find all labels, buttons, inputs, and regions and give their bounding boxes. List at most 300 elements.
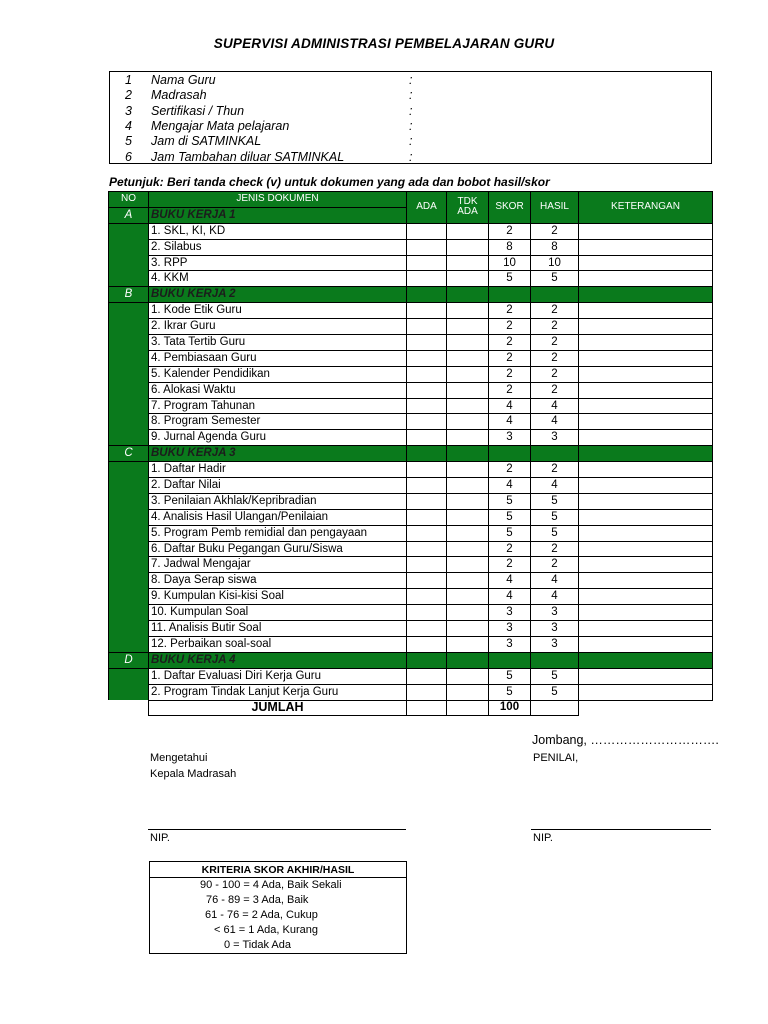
- document-row: [109, 382, 713, 398]
- document-name: 5. Program Pemb remidial dan pengayaan: [149, 525, 407, 541]
- tdk-ada-check-cell[interactable]: [447, 319, 489, 335]
- info-label: Sertifikasi / Thun: [151, 103, 245, 118]
- row-number-cell: [109, 303, 149, 319]
- ada-check-cell[interactable]: [407, 509, 447, 525]
- tdk-ada-check-cell[interactable]: [447, 350, 489, 366]
- hasil-value: 2: [531, 350, 579, 366]
- hasil-value: 5: [531, 271, 579, 287]
- info-number: 4: [125, 118, 132, 133]
- row-number-cell: [109, 462, 149, 478]
- document-name: 12. Perbaikan soal-soal: [149, 636, 407, 652]
- tdk-ada-check-cell[interactable]: [447, 525, 489, 541]
- tdk-ada-check-cell[interactable]: [447, 636, 489, 652]
- tdk-ada-check-cell[interactable]: [447, 366, 489, 382]
- skor-value: 2: [489, 303, 531, 319]
- document-name: 7. Program Tahunan: [149, 398, 407, 414]
- jumlah-spacer-right: [579, 700, 713, 716]
- section-fill-cell: [489, 287, 531, 303]
- ada-check-cell[interactable]: [407, 430, 447, 446]
- info-row: [110, 150, 711, 165]
- skor-value: 2: [489, 366, 531, 382]
- document-name: 1. Daftar Hadir: [149, 462, 407, 478]
- info-row: [110, 104, 711, 119]
- keterangan-cell[interactable]: [579, 589, 713, 605]
- keterangan-cell[interactable]: [579, 478, 713, 494]
- document-row: [109, 223, 713, 239]
- skor-value: 2: [489, 223, 531, 239]
- tdk-ada-check-cell[interactable]: [447, 335, 489, 351]
- document-name: 1. Daftar Evaluasi Diri Kerja Guru: [149, 668, 407, 684]
- hasil-value: 8: [531, 239, 579, 255]
- ada-check-cell[interactable]: [407, 319, 447, 335]
- keterangan-cell[interactable]: [579, 382, 713, 398]
- section-fill-cell: [489, 652, 531, 668]
- tdk-ada-check-cell[interactable]: [447, 557, 489, 573]
- jumlah-hasil-cell: [531, 700, 579, 716]
- row-number-cell: [109, 589, 149, 605]
- skor-value: 2: [489, 462, 531, 478]
- jumlah-label: JUMLAH: [149, 700, 407, 716]
- ada-check-cell[interactable]: [407, 684, 447, 700]
- ada-check-cell[interactable]: [407, 478, 447, 494]
- document-checklist-table: [108, 191, 713, 716]
- skor-value: 5: [489, 684, 531, 700]
- tdk-ada-check-cell[interactable]: [447, 684, 489, 700]
- kriteria-item: 76 - 89 = 3 Ada, Baik: [206, 894, 309, 906]
- document-row: [109, 605, 713, 621]
- section-row: [109, 652, 713, 668]
- document-name: 2. Daftar Nilai: [149, 478, 407, 494]
- section-fill-cell: [407, 446, 447, 462]
- tdk-ada-check-cell[interactable]: [447, 382, 489, 398]
- tdk-ada-check-cell[interactable]: [447, 621, 489, 637]
- document-name: 11. Analisis Butir Soal: [149, 621, 407, 637]
- row-number-cell: [109, 335, 149, 351]
- ada-check-cell[interactable]: [407, 557, 447, 573]
- info-row: [110, 119, 711, 134]
- hasil-value: 2: [531, 335, 579, 351]
- keterangan-cell[interactable]: [579, 541, 713, 557]
- skor-value: 5: [489, 525, 531, 541]
- ada-check-cell[interactable]: [407, 398, 447, 414]
- document-name: 3. Penilaian Akhlak/Kepribradian: [149, 493, 407, 509]
- tdk-ada-check-cell[interactable]: [447, 303, 489, 319]
- header-tdk-line2: ADA: [457, 206, 478, 218]
- document-row: [109, 525, 713, 541]
- keterangan-cell[interactable]: [579, 509, 713, 525]
- skor-value: 3: [489, 605, 531, 621]
- nip-left: NIP.: [150, 832, 170, 844]
- skor-value: 5: [489, 668, 531, 684]
- hasil-value: 5: [531, 668, 579, 684]
- ada-check-cell[interactable]: [407, 621, 447, 637]
- tdk-ada-check-cell[interactable]: [447, 668, 489, 684]
- document-row: [109, 493, 713, 509]
- ada-check-cell[interactable]: [407, 573, 447, 589]
- document-row: [109, 398, 713, 414]
- keterangan-cell[interactable]: [579, 621, 713, 637]
- keterangan-cell[interactable]: [579, 319, 713, 335]
- signature-line-left: [148, 829, 406, 830]
- document-name: 5. Kalender Pendidikan: [149, 366, 407, 382]
- document-name: 1. Kode Etik Guru: [149, 303, 407, 319]
- skor-value: 4: [489, 478, 531, 494]
- skor-value: 4: [489, 573, 531, 589]
- skor-value: 2: [489, 541, 531, 557]
- section-fill-cell: [407, 652, 447, 668]
- document-row: [109, 621, 713, 637]
- row-number-cell: [109, 621, 149, 637]
- ada-check-cell[interactable]: [407, 223, 447, 239]
- jumlah-skor: 100: [489, 700, 531, 716]
- document-row: [109, 255, 713, 271]
- info-number: 5: [125, 134, 132, 149]
- document-name: 9. Kumpulan Kisi-kisi Soal: [149, 589, 407, 605]
- jumlah-tdk-cell: [447, 700, 489, 716]
- info-label: Mengajar Mata pelajaran: [151, 118, 290, 133]
- row-number-cell: [109, 478, 149, 494]
- kriteria-box: [149, 861, 407, 954]
- row-number-cell: [109, 350, 149, 366]
- section-letter: D: [109, 652, 149, 668]
- info-label: Madrasah: [151, 88, 207, 103]
- row-number-cell: [109, 493, 149, 509]
- info-number: 3: [125, 103, 132, 118]
- ada-check-cell[interactable]: [407, 271, 447, 287]
- skor-value: 5: [489, 493, 531, 509]
- section-fill-cell: [447, 287, 489, 303]
- keterangan-cell[interactable]: [579, 366, 713, 382]
- row-number-cell: [109, 573, 149, 589]
- document-name: 2. Ikrar Guru: [149, 319, 407, 335]
- document-name: 2. Program Tindak Lanjut Kerja Guru: [149, 684, 407, 700]
- hasil-value: 2: [531, 319, 579, 335]
- info-colon: :: [409, 88, 413, 103]
- keterangan-cell[interactable]: [579, 398, 713, 414]
- ada-check-cell[interactable]: [407, 605, 447, 621]
- header-jenis-dokumen: JENIS DOKUMEN: [149, 192, 407, 208]
- ada-check-cell[interactable]: [407, 335, 447, 351]
- section-fill-cell: [531, 287, 579, 303]
- section-fill-cell: [447, 652, 489, 668]
- document-row: [109, 366, 713, 382]
- info-colon: :: [409, 73, 413, 87]
- header-tdk-line1: TDK: [457, 196, 478, 208]
- info-number: 2: [125, 88, 132, 103]
- kriteria-item: 90 - 100 = 4 Ada, Baik Sekali: [200, 879, 342, 891]
- header-keterangan: KETERANGAN: [579, 192, 713, 224]
- row-number-cell: [109, 271, 149, 287]
- skor-value: 3: [489, 621, 531, 637]
- document-name: 6. Alokasi Waktu: [149, 382, 407, 398]
- section-fill-cell: [489, 446, 531, 462]
- skor-value: 2: [489, 335, 531, 351]
- document-name: 10. Kumpulan Soal: [149, 605, 407, 621]
- nip-right: NIP.: [533, 832, 553, 844]
- mengetahui-label: Mengetahui: [150, 752, 208, 764]
- section-letter: B: [109, 287, 149, 303]
- row-number-cell: [109, 430, 149, 446]
- document-row: [109, 684, 713, 700]
- row-number-cell: [109, 382, 149, 398]
- jumlah-spacer: [109, 700, 149, 716]
- row-number-cell: [109, 255, 149, 271]
- info-number: 6: [125, 149, 132, 164]
- section-title: BUKU KERJA 1: [149, 207, 407, 223]
- hasil-value: 2: [531, 366, 579, 382]
- tdk-ada-check-cell[interactable]: [447, 541, 489, 557]
- document-name: 1. SKL, KI, KD: [149, 223, 407, 239]
- hasil-value: 4: [531, 573, 579, 589]
- hasil-value: 5: [531, 509, 579, 525]
- hasil-value: 2: [531, 382, 579, 398]
- document-name: 7. Jadwal Mengajar: [149, 557, 407, 573]
- section-letter: C: [109, 446, 149, 462]
- keterangan-cell[interactable]: [579, 525, 713, 541]
- document-title: SUPERVISI ADMINISTRASI PEMBELAJARAN GURU: [213, 36, 555, 51]
- skor-value: 4: [489, 414, 531, 430]
- header-tdk-ada: [447, 192, 489, 224]
- row-number-cell: [109, 684, 149, 700]
- kepala-madrasah-label: Kepala Madrasah: [150, 768, 237, 780]
- hasil-value: 2: [531, 223, 579, 239]
- row-number-cell: [109, 398, 149, 414]
- tdk-ada-check-cell[interactable]: [447, 239, 489, 255]
- skor-value: 3: [489, 636, 531, 652]
- document-row: [109, 589, 713, 605]
- header-no: NO: [109, 192, 149, 208]
- skor-value: 4: [489, 398, 531, 414]
- tdk-ada-check-cell[interactable]: [447, 573, 489, 589]
- ada-check-cell[interactable]: [407, 350, 447, 366]
- section-title: BUKU KERJA 4: [149, 652, 407, 668]
- jumlah-row: [109, 700, 713, 716]
- document-name: 9. Jurnal Agenda Guru: [149, 430, 407, 446]
- skor-value: 5: [489, 271, 531, 287]
- document-row: [109, 478, 713, 494]
- hasil-value: 4: [531, 589, 579, 605]
- hasil-value: 5: [531, 684, 579, 700]
- row-number-cell: [109, 239, 149, 255]
- tdk-ada-check-cell[interactable]: [447, 478, 489, 494]
- info-colon: :: [409, 134, 413, 149]
- keterangan-cell[interactable]: [579, 684, 713, 700]
- document-row: [109, 414, 713, 430]
- info-row: [110, 88, 711, 103]
- info-label: Jam Tambahan diluar SATMINKAL: [151, 149, 345, 164]
- instructions: Petunjuk: Beri tanda check (v) untuk dokumen yang ada dan bobot hasil/skor: [109, 175, 550, 189]
- document-name: 4. Pembiasaan Guru: [149, 350, 407, 366]
- keterangan-cell[interactable]: [579, 414, 713, 430]
- info-label: Nama Guru: [151, 73, 216, 87]
- hasil-value: 2: [531, 303, 579, 319]
- keterangan-cell[interactable]: [579, 573, 713, 589]
- hasil-value: 5: [531, 493, 579, 509]
- section-fill-cell: [579, 652, 713, 668]
- document-row: [109, 668, 713, 684]
- ada-check-cell[interactable]: [407, 414, 447, 430]
- section-fill-cell: [407, 287, 447, 303]
- row-number-cell: [109, 223, 149, 239]
- info-colon: :: [409, 118, 413, 133]
- keterangan-cell[interactable]: [579, 223, 713, 239]
- kriteria-item: 0 = Tidak Ada: [224, 939, 291, 951]
- document-name: 4. Analisis Hasil Ulangan/Penilaian: [149, 509, 407, 525]
- keterangan-cell[interactable]: [579, 462, 713, 478]
- info-number: 1: [125, 73, 132, 87]
- keterangan-cell[interactable]: [579, 350, 713, 366]
- row-number-cell: [109, 414, 149, 430]
- row-number-cell: [109, 509, 149, 525]
- keterangan-cell[interactable]: [579, 493, 713, 509]
- penilai-label: PENILAI,: [533, 752, 579, 764]
- keterangan-cell[interactable]: [579, 557, 713, 573]
- document-row: [109, 271, 713, 287]
- row-number-cell: [109, 636, 149, 652]
- info-label: Jam di SATMINKAL: [151, 134, 262, 149]
- tdk-ada-check-cell[interactable]: [447, 509, 489, 525]
- document-row: [109, 462, 713, 478]
- header-ada: ADA: [407, 192, 447, 224]
- keterangan-cell[interactable]: [579, 303, 713, 319]
- row-number-cell: [109, 605, 149, 621]
- kriteria-item: < 61 = 1 Ada, Kurang: [214, 924, 318, 936]
- section-fill-cell: [579, 446, 713, 462]
- hasil-value: 4: [531, 398, 579, 414]
- hasil-value: 4: [531, 478, 579, 494]
- hasil-value: 5: [531, 525, 579, 541]
- ada-check-cell[interactable]: [407, 462, 447, 478]
- section-row: [109, 287, 713, 303]
- ada-check-cell[interactable]: [407, 382, 447, 398]
- section-title: BUKU KERJA 2: [149, 287, 407, 303]
- tdk-ada-check-cell[interactable]: [447, 255, 489, 271]
- hasil-value: 3: [531, 636, 579, 652]
- document-row: [109, 573, 713, 589]
- hasil-value: 3: [531, 430, 579, 446]
- info-row: [110, 134, 711, 149]
- row-number-cell: [109, 319, 149, 335]
- tdk-ada-check-cell[interactable]: [447, 271, 489, 287]
- row-number-cell: [109, 541, 149, 557]
- keterangan-cell[interactable]: [579, 636, 713, 652]
- section-title: BUKU KERJA 3: [149, 446, 407, 462]
- document-row: [109, 350, 713, 366]
- section-row: [109, 446, 713, 462]
- hasil-value: 4: [531, 414, 579, 430]
- document-row: [109, 430, 713, 446]
- document-row: [109, 303, 713, 319]
- skor-value: 2: [489, 557, 531, 573]
- ada-check-cell[interactable]: [407, 525, 447, 541]
- document-row: [109, 557, 713, 573]
- keterangan-cell[interactable]: [579, 271, 713, 287]
- row-number-cell: [109, 366, 149, 382]
- hasil-value: 3: [531, 605, 579, 621]
- row-number-cell: [109, 668, 149, 684]
- document-name: 3. RPP: [149, 255, 407, 271]
- tdk-ada-check-cell[interactable]: [447, 430, 489, 446]
- keterangan-cell[interactable]: [579, 335, 713, 351]
- document-row: [109, 509, 713, 525]
- skor-value: 5: [489, 509, 531, 525]
- ada-check-cell[interactable]: [407, 493, 447, 509]
- jumlah-ada-cell: [407, 700, 447, 716]
- keterangan-cell[interactable]: [579, 605, 713, 621]
- skor-value: 2: [489, 350, 531, 366]
- tdk-ada-check-cell[interactable]: [447, 605, 489, 621]
- tdk-ada-check-cell[interactable]: [447, 398, 489, 414]
- row-number-cell: [109, 557, 149, 573]
- ada-check-cell[interactable]: [407, 239, 447, 255]
- tdk-ada-check-cell[interactable]: [447, 414, 489, 430]
- keterangan-cell[interactable]: [579, 255, 713, 271]
- hasil-value: 10: [531, 255, 579, 271]
- keterangan-cell[interactable]: [579, 430, 713, 446]
- tdk-ada-check-cell[interactable]: [447, 462, 489, 478]
- skor-value: 3: [489, 430, 531, 446]
- document-name: 3. Tata Tertib Guru: [149, 335, 407, 351]
- tdk-ada-check-cell[interactable]: [447, 493, 489, 509]
- tdk-ada-check-cell[interactable]: [447, 223, 489, 239]
- ada-check-cell[interactable]: [407, 366, 447, 382]
- signature-line-right: [531, 829, 711, 830]
- header-skor: SKOR: [489, 192, 531, 224]
- ada-check-cell[interactable]: [407, 303, 447, 319]
- skor-value: 10: [489, 255, 531, 271]
- kriteria-item: 61 - 76 = 2 Ada, Cukup: [205, 909, 318, 921]
- kriteria-title: KRITERIA SKOR AKHIR/HASIL: [150, 862, 406, 878]
- place-date: Jombang, ………………………….: [532, 733, 719, 747]
- hasil-value: 2: [531, 462, 579, 478]
- document-name: 2. Silabus: [149, 239, 407, 255]
- skor-value: 4: [489, 589, 531, 605]
- hasil-value: 3: [531, 621, 579, 637]
- ada-check-cell[interactable]: [407, 589, 447, 605]
- ada-check-cell[interactable]: [407, 255, 447, 271]
- info-colon: :: [409, 149, 413, 164]
- document-row: [109, 636, 713, 652]
- section-fill-cell: [447, 446, 489, 462]
- skor-value: 2: [489, 382, 531, 398]
- skor-value: 8: [489, 239, 531, 255]
- document-name: 8. Program Semester: [149, 414, 407, 430]
- hasil-value: 2: [531, 541, 579, 557]
- info-colon: :: [409, 103, 413, 118]
- row-number-cell: [109, 525, 149, 541]
- section-fill-cell: [531, 652, 579, 668]
- keterangan-cell[interactable]: [579, 668, 713, 684]
- header-hasil: HASIL: [531, 192, 579, 224]
- teacher-info-box: [109, 71, 712, 164]
- ada-check-cell[interactable]: [407, 636, 447, 652]
- document-row: [109, 239, 713, 255]
- ada-check-cell[interactable]: [407, 668, 447, 684]
- hasil-value: 2: [531, 557, 579, 573]
- document-name: 8. Daya Serap siswa: [149, 573, 407, 589]
- section-letter: A: [109, 207, 149, 223]
- document-name: 4. KKM: [149, 271, 407, 287]
- document-row: [109, 319, 713, 335]
- document-row: [109, 335, 713, 351]
- info-row: [110, 73, 711, 88]
- keterangan-cell[interactable]: [579, 239, 713, 255]
- section-fill-cell: [579, 287, 713, 303]
- tdk-ada-check-cell[interactable]: [447, 589, 489, 605]
- document-name: 6. Daftar Buku Pegangan Guru/Siswa: [149, 541, 407, 557]
- ada-check-cell[interactable]: [407, 541, 447, 557]
- skor-value: 2: [489, 319, 531, 335]
